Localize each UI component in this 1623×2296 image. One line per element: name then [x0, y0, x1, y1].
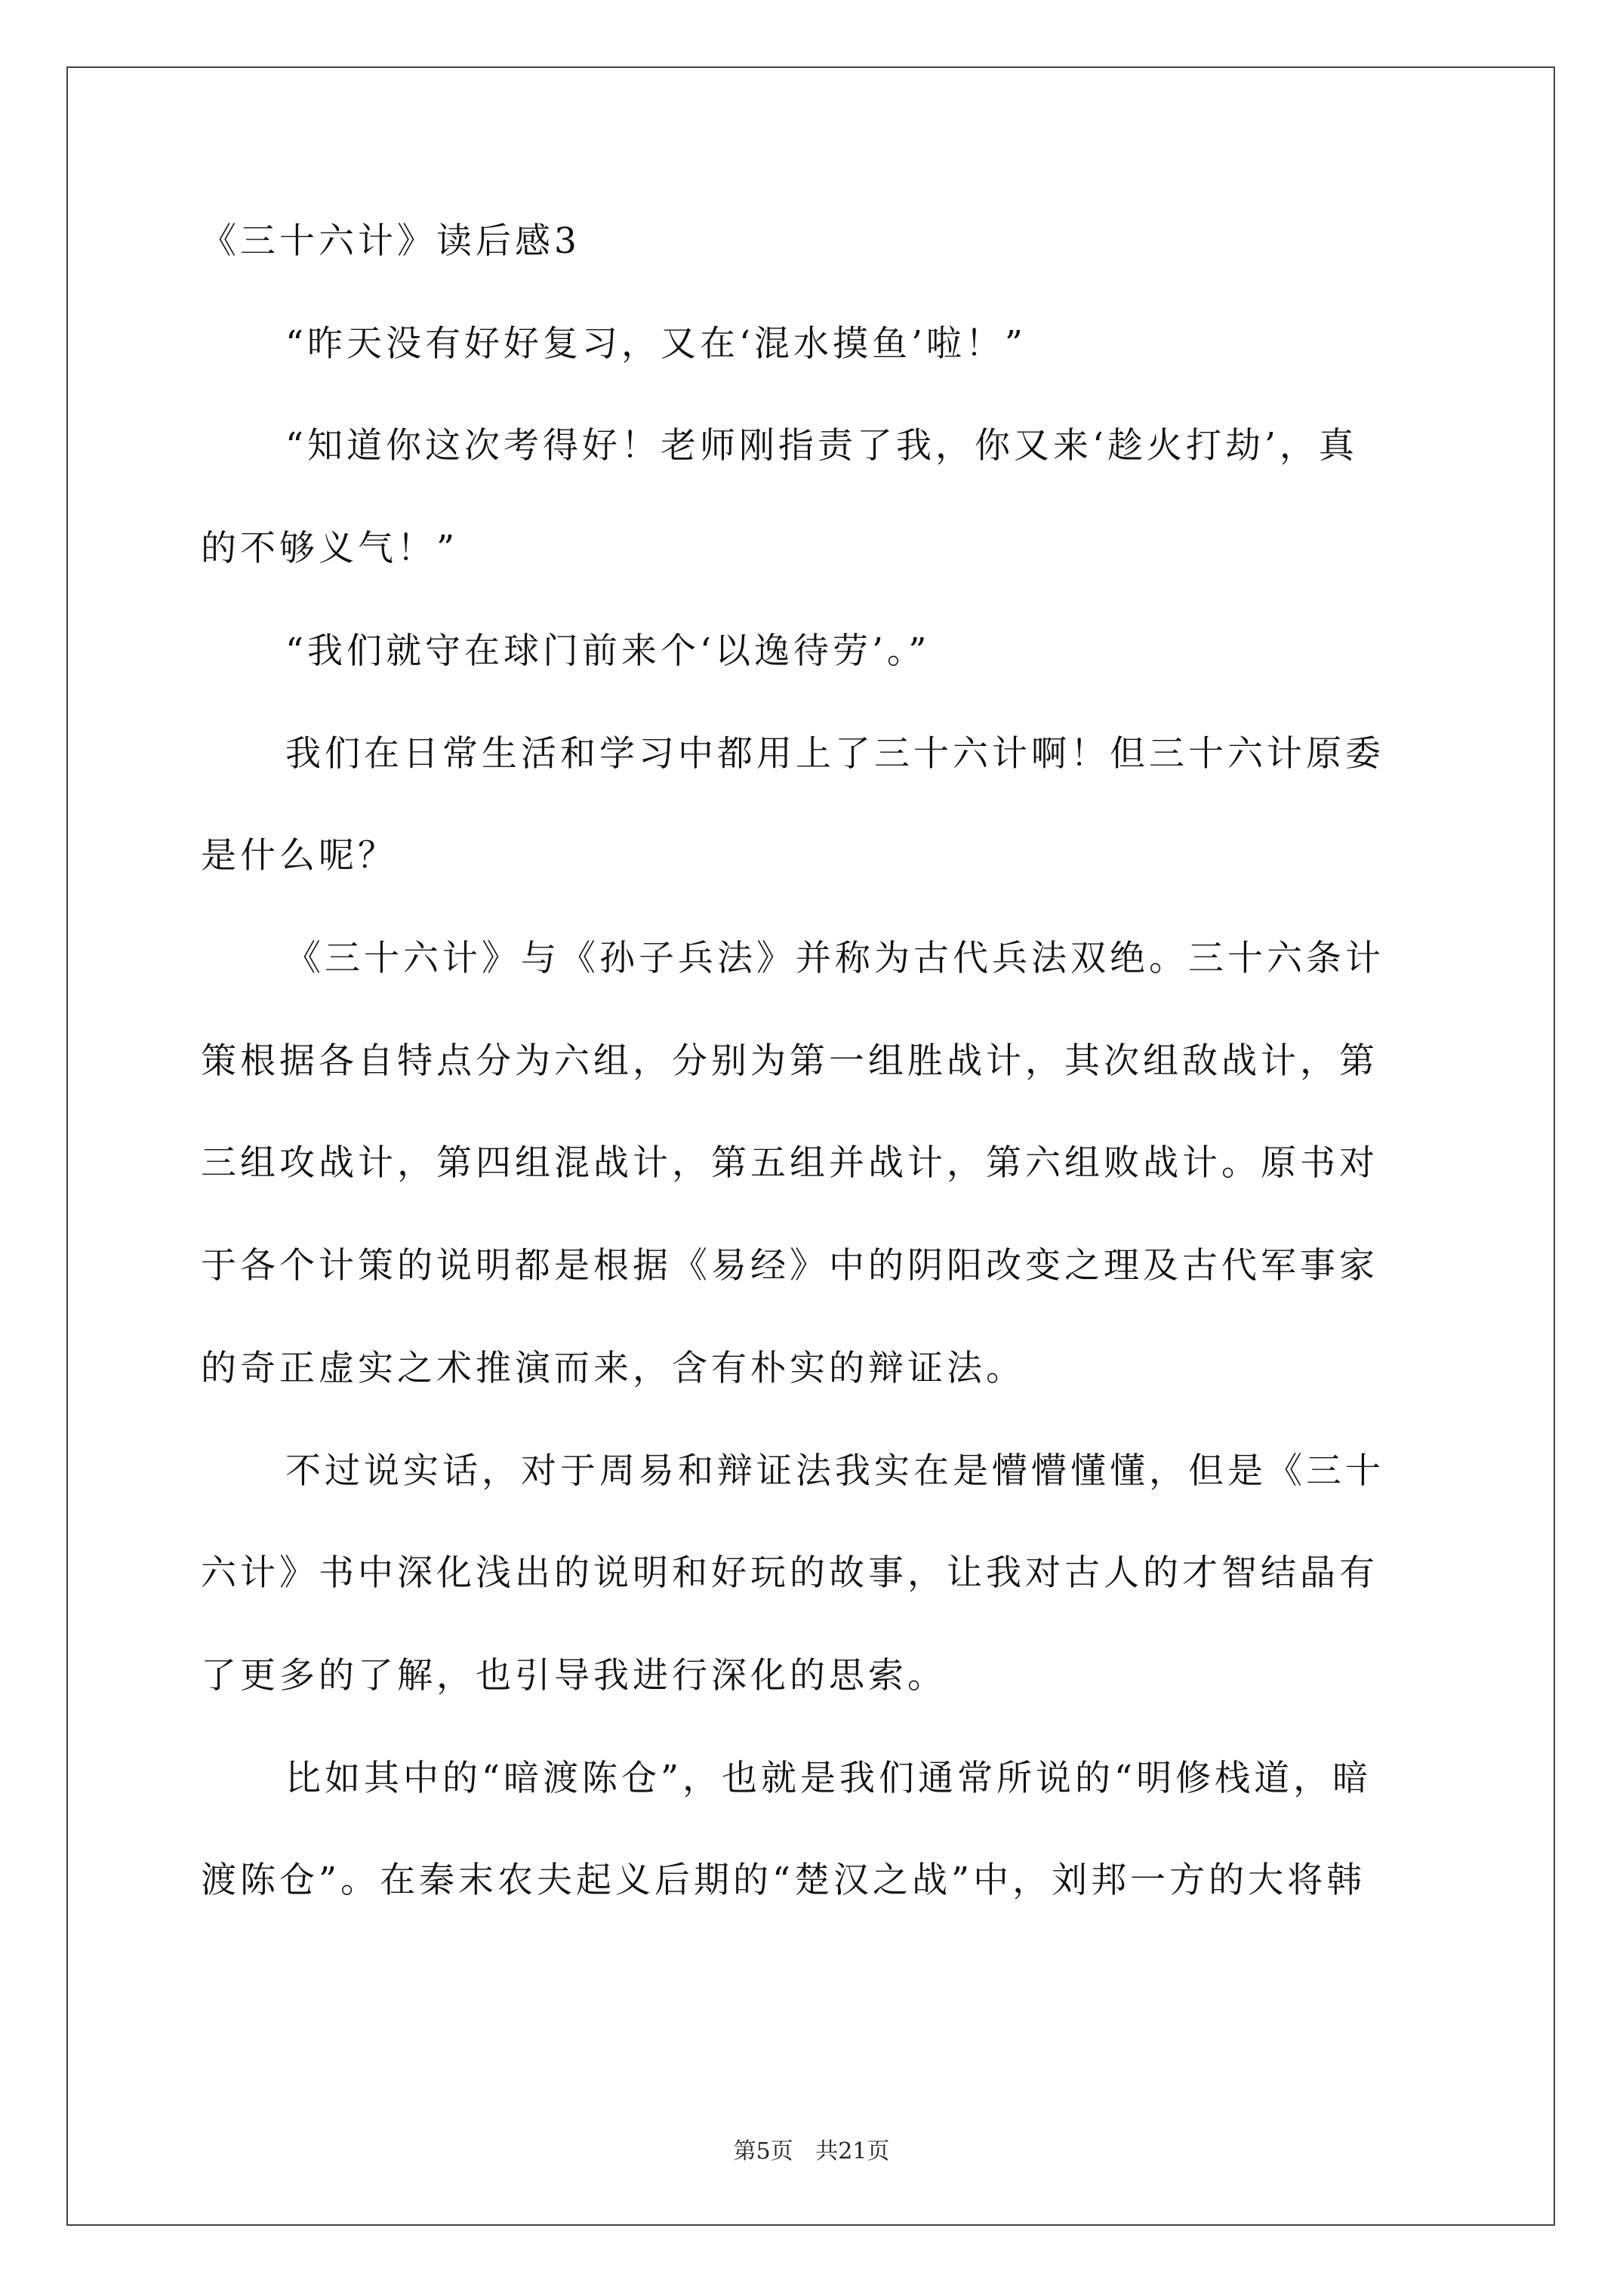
paragraph-line: 的不够义气！”	[201, 528, 459, 569]
page-footer	[0, 2137, 1623, 2167]
paragraph-line: 于各个计策的说明都是根据《易经》中的阴阳改变之理及古代军事家	[201, 1245, 1378, 1287]
paragraph-line: 是什么呢？	[201, 835, 397, 877]
paragraph-line: 《三十六计》与《孙子兵法》并称为古代兵法双绝。三十六条计	[285, 938, 1384, 979]
paragraph-line: 的奇正虚实之术推演而来，含有朴实的辩证法。	[201, 1348, 1025, 1389]
page-current: 第5页	[733, 2138, 793, 2165]
paragraph-line: 我们在日常生活和学习中都用上了三十六计啊！但三十六计原委	[285, 733, 1384, 775]
paragraph-line: 了更多的了解，也引导我进行深化的思索。	[201, 1655, 947, 1697]
document-title: 《三十六计》读后感3	[201, 220, 581, 262]
paragraph-line: 比如其中的“暗渡陈仓”，也就是我们通常所说的“明修栈道，暗	[285, 1758, 1372, 1799]
paragraph-line: 六计》书中深化浅出的说明和好玩的故事，让我对古人的才智结晶有	[201, 1552, 1378, 1594]
paragraph-line: “我们就守在球门前来个‘以逸待劳’。”	[285, 630, 931, 672]
paragraph-line: “昨天没有好好复习，又在‘混水摸鱼’啦！”	[285, 323, 1027, 365]
page-total: 共21页	[815, 2138, 890, 2165]
paragraph-line: “知道你这次考得好！老师刚指责了我，你又来‘趁火打劫’，真	[285, 425, 1358, 467]
paragraph-line: 策根据各自特点分为六组，分别为第一组胜战计，其次组敌战计，第	[201, 1040, 1378, 1082]
paragraph-line: 不过说实话，对于周易和辩证法我实在是懵懵懂懂，但是《三十	[285, 1450, 1384, 1492]
paragraph-line: 渡陈仓”。在秦末农夫起义后期的“楚汉之战”中，刘邦一方的大将韩	[201, 1860, 1366, 1901]
paragraph-line: 三组攻战计，第四组混战计，第五组并战计，第六组败战计。原书对	[201, 1142, 1378, 1184]
